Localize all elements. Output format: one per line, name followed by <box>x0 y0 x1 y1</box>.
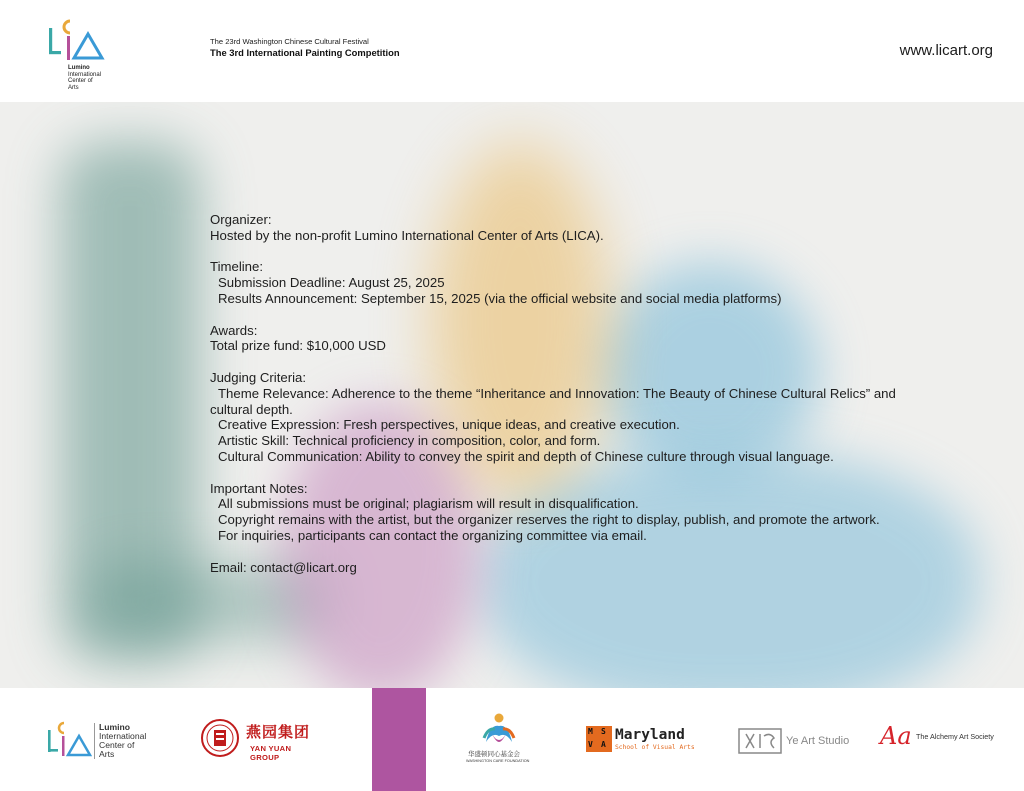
organizer-heading: Organizer: <box>210 212 272 227</box>
contact-email[interactable]: Email: contact@licart.org <box>210 559 357 575</box>
note-originality: All submissions must be original; plagiarism will result in disqualification. <box>218 496 639 512</box>
competition-title: The 3rd International Painting Competition <box>210 47 400 58</box>
timeline-section <box>210 259 980 306</box>
note-inquiries: For inquiries, participants can contact the organizing committee via email. <box>218 527 647 543</box>
lica-footer-text: Lumino International Center of Arts <box>94 723 146 759</box>
care-foundation-english-name: WASHINGTON CARE FOUNDATION <box>466 759 530 763</box>
lica-logo <box>46 14 110 92</box>
lica-logo-mark-icon <box>46 14 110 66</box>
maryland-name: Maryland <box>615 727 685 743</box>
organizer-text: Hosted by the non-profit Lumino International Center of Arts (LICA). <box>210 227 604 243</box>
note-copyright: Copyright remains with the artist, but the organizer reserves the right to display, publish, and promote the artwork. <box>218 512 880 528</box>
awards-heading: Awards: <box>210 322 258 338</box>
notes-heading: Important Notes: <box>210 480 308 496</box>
judging-heading: Judging Criteria: <box>210 369 307 385</box>
sponsor-footer <box>0 688 1024 791</box>
maryland-subtitle: School of Visual Arts <box>615 744 695 751</box>
prize-fund: Total prize fund: $10,000 USD <box>210 338 386 354</box>
submission-deadline: Submission Deadline: August 25, 2025 <box>218 275 445 291</box>
ye-art-mark-icon <box>738 728 782 754</box>
lica-logo-text: Lumino International Center of Arts <box>68 65 102 91</box>
criterion-theme-relevance-cont: cultural depth. <box>210 401 293 417</box>
timeline-heading: Timeline: <box>210 259 264 275</box>
care-foundation-chinese-name: 华盛顿同心基金会 <box>468 750 520 758</box>
criterion-creative-expression: Creative Expression: Fresh perspectives, unique ideas, and creative execution. <box>218 417 680 433</box>
notes-section <box>210 481 980 544</box>
lica-footer-logo <box>46 720 156 762</box>
yan-yuan-chinese-name: 燕园集团 <box>246 723 311 741</box>
yan-yuan-group-logo <box>200 718 320 762</box>
care-foundation-figure-icon <box>462 712 542 750</box>
header <box>0 0 1024 102</box>
yan-yuan-seal-icon <box>200 718 240 758</box>
organizer-section <box>210 212 980 244</box>
yan-yuan-english-name: YAN YUAN GROUP <box>250 744 292 762</box>
ye-art-studio-logo <box>738 728 858 754</box>
washington-care-foundation-logo <box>462 712 542 772</box>
alchemy-mark-icon: Aa <box>880 722 912 750</box>
contact-section <box>210 560 980 576</box>
alchemy-society-name: The Alchemy Art Society <box>916 732 994 741</box>
results-announcement: Results Announcement: September 15, 2025 (via the official website and social media platforms) <box>218 290 782 306</box>
maryland-school-logo <box>586 726 696 752</box>
criterion-cultural-communication: Cultural Communication: Ability to convey the spirit and depth of Chinese culture through visual language. <box>218 448 834 464</box>
festival-name: The 23rd Washington Chinese Cultural Festival <box>210 37 369 46</box>
msva-mark-icon: M S V A <box>586 726 612 752</box>
website-link[interactable]: www.licart.org <box>899 42 993 59</box>
ye-art-studio-name: Ye Art Studio <box>786 735 850 747</box>
lica-footer-mark-icon <box>46 720 92 762</box>
alchemy-art-society-logo <box>880 722 1010 752</box>
criterion-artistic-skill: Artistic Skill: Technical proficiency in composition, color, and form. <box>218 433 601 449</box>
criterion-theme-relevance: Theme Relevance: Adherence to the theme “Inheritance and Innovation: The Beauty of Chinese Cultural Relics” and <box>218 385 896 401</box>
awards-section <box>210 323 980 355</box>
competition-details <box>210 212 980 591</box>
judging-section <box>210 370 980 465</box>
